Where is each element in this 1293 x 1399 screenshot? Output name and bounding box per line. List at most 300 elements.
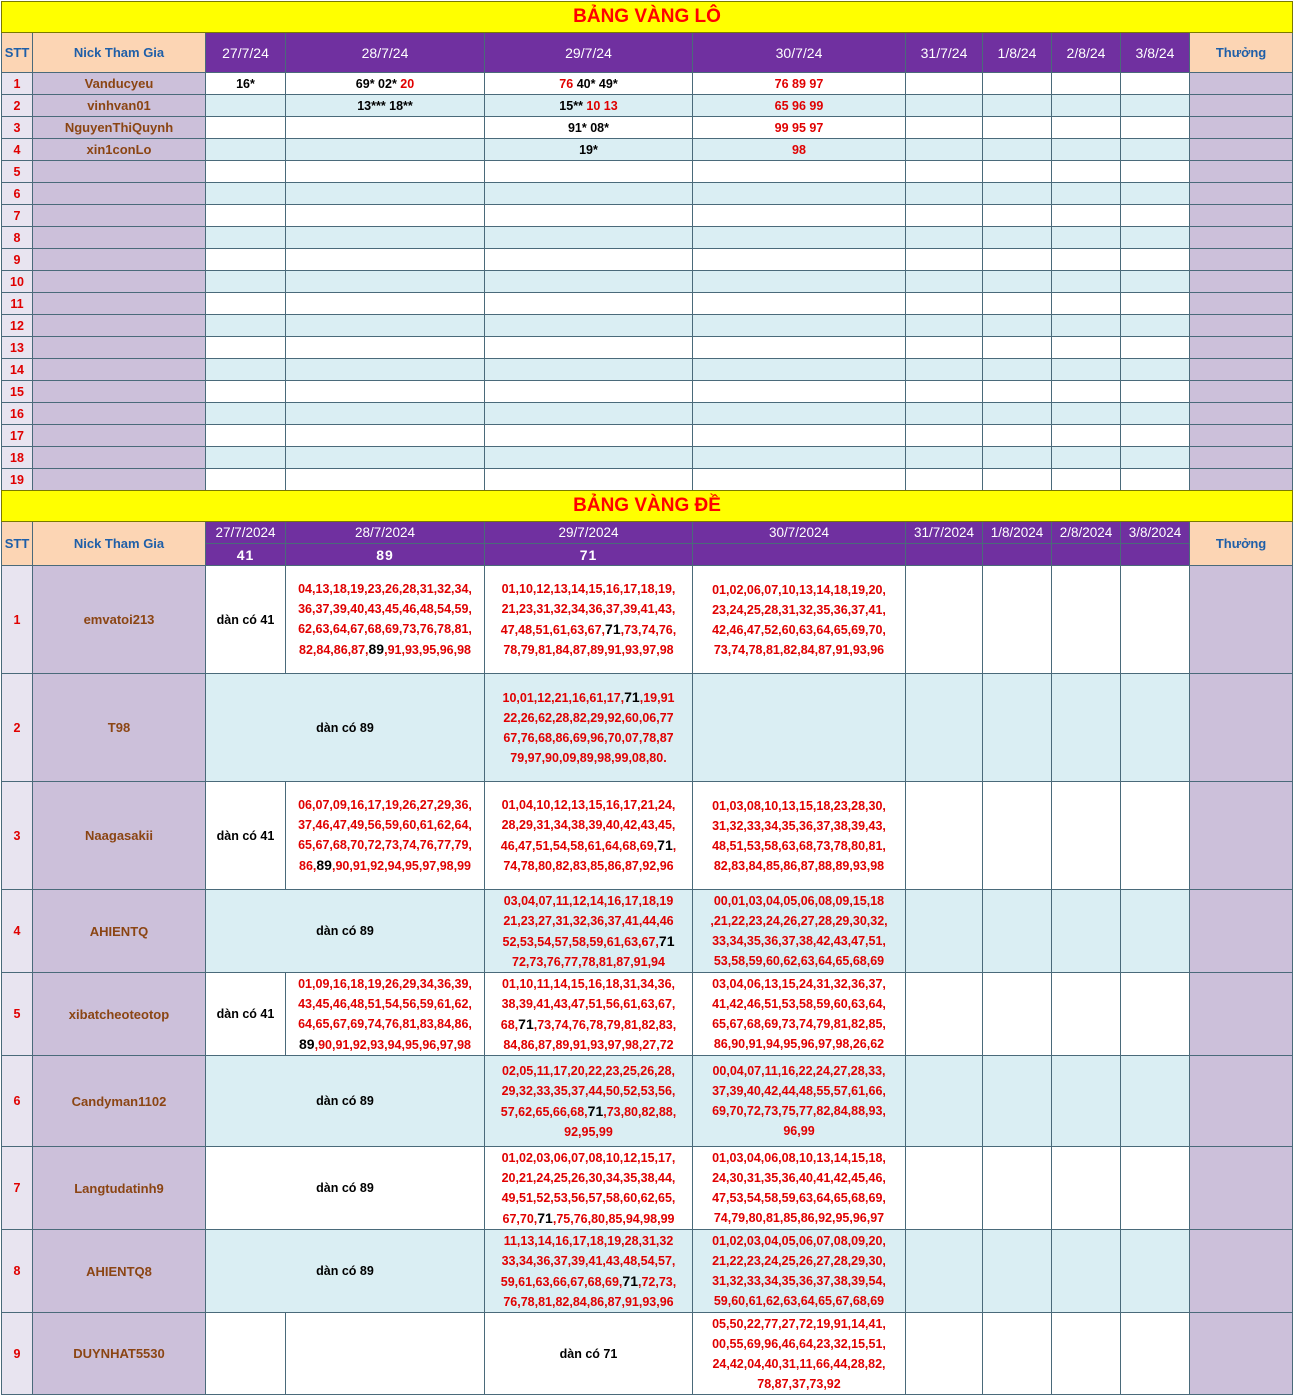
thuong-cell bbox=[1190, 95, 1293, 117]
cell-28-7 bbox=[286, 95, 485, 117]
de-numbers: 01,10,11,14,15,16,18,31,34,36, 38,39,41,43,47,51,56,61,63,67, 68, bbox=[500, 976, 676, 1032]
cell-27-7 bbox=[206, 183, 286, 205]
player-nick: T98 bbox=[33, 674, 206, 782]
row-number: 5 bbox=[2, 973, 33, 1056]
thuong-cell bbox=[1190, 1056, 1293, 1147]
de-hit-number: 71 bbox=[537, 1209, 553, 1226]
cell-empty bbox=[983, 315, 1052, 337]
player-nick: NguyenThiQuynh bbox=[33, 117, 206, 139]
cell-empty bbox=[1121, 271, 1190, 293]
de-hit-number: 89 bbox=[316, 857, 332, 873]
row-number: 5 bbox=[2, 161, 33, 183]
de-row bbox=[2, 1147, 1293, 1230]
cell-29-7 bbox=[485, 469, 693, 491]
lo-row bbox=[2, 403, 1293, 425]
de-numbers: ,91,93,95,96,98 bbox=[384, 643, 471, 657]
cell-29-7 bbox=[485, 95, 693, 117]
cell-empty bbox=[1121, 73, 1190, 95]
cell-27-7 bbox=[206, 469, 286, 491]
cell-empty bbox=[1052, 425, 1121, 447]
cell-empty bbox=[983, 674, 1052, 782]
cell-empty bbox=[1052, 73, 1121, 95]
cell-empty bbox=[906, 890, 983, 973]
player-nick bbox=[33, 271, 206, 293]
cell-empty bbox=[906, 381, 983, 403]
de-numbers: 00,01,03,04,05,06,08,09,15,18 ,21,22,23,24,26,27,28,29,30,32, 33,34,35,36,37,38,42,43,47,51, 53,58,59,60,62,63,64,65,68,69 bbox=[710, 894, 888, 968]
cell-27-28 bbox=[206, 1056, 485, 1147]
de-numbers: ,90,91,92,94,95,97,98,99 bbox=[331, 859, 471, 873]
cell-28-7 bbox=[286, 782, 485, 890]
row-number: 19 bbox=[2, 469, 33, 491]
cell-empty bbox=[983, 227, 1052, 249]
cell-27-7 bbox=[206, 293, 286, 315]
cell-29-7 bbox=[485, 205, 693, 227]
cell-empty bbox=[1052, 1230, 1121, 1313]
cell-30-7 bbox=[693, 271, 906, 293]
cell-empty bbox=[1052, 337, 1121, 359]
thuong-cell bbox=[1190, 139, 1293, 161]
cell-29-7 bbox=[485, 782, 693, 890]
cell-empty bbox=[906, 183, 983, 205]
cell-30-7 bbox=[693, 359, 906, 381]
row-number: 7 bbox=[2, 1147, 33, 1230]
thuong-cell bbox=[1190, 381, 1293, 403]
cell-28-7 bbox=[286, 469, 485, 491]
cell-empty bbox=[1121, 890, 1190, 973]
lo-row bbox=[2, 205, 1293, 227]
cell-28-7 bbox=[286, 227, 485, 249]
cell-empty bbox=[983, 337, 1052, 359]
cell-27-7 bbox=[206, 249, 286, 271]
cell-empty bbox=[1121, 227, 1190, 249]
player-nick: Candyman1102 bbox=[33, 1056, 206, 1147]
de-hit-number: 89 bbox=[368, 641, 385, 657]
de-header-date: 3/8/2024 bbox=[1121, 522, 1190, 544]
de-result: 41 bbox=[206, 544, 286, 566]
de-result bbox=[906, 544, 983, 566]
thuong-cell bbox=[1190, 249, 1293, 271]
de-numbers: 01,09,16,18,19,26,29,34,36,39, 43,45,46,48,51,54,56,59,61,62, 64,65,67,69,74,76,81,83,84,86, bbox=[298, 976, 472, 1031]
de-dan-note: dàn có 89 bbox=[316, 924, 374, 938]
thuong-cell bbox=[1190, 183, 1293, 205]
de-dan-note: dàn có 89 bbox=[316, 720, 374, 735]
lo-pick: 76 bbox=[559, 76, 574, 91]
thuong-cell bbox=[1190, 973, 1293, 1056]
player-nick: xibatcheoteotop bbox=[33, 973, 206, 1056]
lo-pick-hit: 98 bbox=[792, 142, 806, 157]
cell-29-7 bbox=[485, 447, 693, 469]
de-header-date: 2/8/2024 bbox=[1052, 522, 1121, 544]
cell-empty bbox=[983, 161, 1052, 183]
cell-empty bbox=[983, 205, 1052, 227]
cell-empty bbox=[983, 73, 1052, 95]
row-number: 6 bbox=[2, 183, 33, 205]
cell-empty bbox=[1052, 782, 1121, 890]
lo-pick: 40* 49* bbox=[576, 76, 618, 91]
lo-pick: 91* 08* bbox=[567, 120, 609, 135]
lo-row bbox=[2, 73, 1293, 95]
de-row bbox=[2, 890, 1293, 973]
lo-row bbox=[2, 117, 1293, 139]
lo-row bbox=[2, 139, 1293, 161]
thuong-cell bbox=[1190, 337, 1293, 359]
player-nick bbox=[33, 425, 206, 447]
lo-header-date: 1/8/24 bbox=[983, 33, 1052, 73]
cell-empty bbox=[1121, 359, 1190, 381]
row-number: 15 bbox=[2, 381, 33, 403]
de-numbers: 03,04,07,11,12,14,16,17,18,19 21,23,27,31,32,36,37,41,44,46 52,53,54,57,58,59,61,63,67, bbox=[502, 893, 674, 949]
cell-empty bbox=[1052, 315, 1121, 337]
lo-header-date: 31/7/24 bbox=[906, 33, 983, 73]
row-number: 2 bbox=[2, 674, 33, 782]
cell-30-7 bbox=[693, 674, 906, 782]
cell-empty bbox=[1121, 1147, 1190, 1230]
de-numbers: 10,01,12,21,16,61,17, bbox=[502, 691, 625, 705]
row-number: 1 bbox=[2, 73, 33, 95]
cell-empty bbox=[1052, 1056, 1121, 1147]
cell-empty bbox=[1121, 674, 1190, 782]
cell-empty bbox=[983, 117, 1052, 139]
thuong-cell bbox=[1190, 566, 1293, 674]
cell-27-7 bbox=[206, 782, 286, 890]
lo-header-date: 29/7/24 bbox=[485, 33, 693, 73]
cell-29-7 bbox=[485, 1056, 693, 1147]
cell-empty bbox=[1121, 249, 1190, 271]
cell-empty bbox=[983, 1056, 1052, 1147]
cell-28-7 bbox=[286, 566, 485, 674]
cell-empty bbox=[983, 293, 1052, 315]
player-nick bbox=[33, 359, 206, 381]
cell-27-28 bbox=[206, 890, 485, 973]
cell-28-7 bbox=[286, 271, 485, 293]
lo-header-thuong: Thưởng bbox=[1190, 33, 1293, 73]
de-numbers: 01,04,10,12,13,15,16,17,21,24, 28,29,31,34,38,39,40,42,43,45, 46,47,51,54,58,61,64,68,69, bbox=[500, 798, 676, 853]
thuong-cell bbox=[1190, 403, 1293, 425]
cell-30-7 bbox=[693, 381, 906, 403]
cell-empty bbox=[1052, 117, 1121, 139]
de-header-nick: Nick Tham Gia bbox=[33, 522, 206, 566]
de-dan-note: dàn có 71 bbox=[559, 1346, 618, 1361]
de-numbers: 01,03,08,10,13,15,18,23,28,30, 31,32,33,34,35,36,37,38,39,43, 48,51,53,58,63,68,73,78,80,81, 82,83,84,85,86,87,88,89,93,98 bbox=[712, 798, 886, 873]
cell-28-7 bbox=[286, 1313, 485, 1395]
de-hit-number: 71 bbox=[622, 1272, 638, 1289]
cell-empty bbox=[1052, 674, 1121, 782]
player-nick: AHIENTQ bbox=[33, 890, 206, 973]
cell-29-7 bbox=[485, 890, 693, 973]
cell-29-7 bbox=[485, 161, 693, 183]
de-hit-number: 71 bbox=[518, 1015, 534, 1032]
cell-empty bbox=[1052, 227, 1121, 249]
thuong-cell bbox=[1190, 674, 1293, 782]
de-row bbox=[2, 566, 1293, 674]
cell-empty bbox=[983, 1147, 1052, 1230]
cell-empty bbox=[1052, 973, 1121, 1056]
cell-30-7 bbox=[693, 183, 906, 205]
cell-empty bbox=[906, 139, 983, 161]
de-row bbox=[2, 1230, 1293, 1313]
de-title: BẢNG VÀNG ĐỀ bbox=[2, 491, 1293, 522]
cell-empty bbox=[1052, 161, 1121, 183]
de-header-date: 31/7/2024 bbox=[906, 522, 983, 544]
de-table bbox=[1, 490, 1293, 1395]
de-result: 89 bbox=[286, 544, 485, 566]
lo-pick-hit: 65 96 99 bbox=[774, 98, 824, 113]
row-number: 12 bbox=[2, 315, 33, 337]
cell-29-7 bbox=[485, 1313, 693, 1395]
thuong-cell bbox=[1190, 227, 1293, 249]
player-nick bbox=[33, 447, 206, 469]
cell-empty bbox=[1121, 117, 1190, 139]
lo-row bbox=[2, 293, 1293, 315]
de-numbers: 01,02,03,04,05,06,07,08,09,20, 21,22,23,24,25,26,27,28,29,30, 31,32,33,34,35,36,37,38,39,54, 59,60,61,62,63,64,65,67,68,69 bbox=[712, 1234, 886, 1308]
cell-27-7 bbox=[206, 73, 286, 95]
de-row bbox=[2, 674, 1293, 782]
cell-empty bbox=[1052, 1147, 1121, 1230]
cell-empty bbox=[906, 359, 983, 381]
cell-empty bbox=[906, 95, 983, 117]
cell-30-7 bbox=[693, 95, 906, 117]
row-number: 4 bbox=[2, 890, 33, 973]
thuong-cell bbox=[1190, 117, 1293, 139]
cell-empty bbox=[1121, 447, 1190, 469]
cell-27-7 bbox=[206, 381, 286, 403]
cell-29-7 bbox=[485, 73, 693, 95]
cell-empty bbox=[983, 973, 1052, 1056]
de-numbers: ,19,91 22,26,62,28,82,29,92,60,06,77 67,76,68,86,69,96,70,07,78,87 79,97,90,09,89,98,99,08,80. bbox=[503, 691, 675, 765]
cell-28-7 bbox=[286, 425, 485, 447]
cell-29-7 bbox=[485, 293, 693, 315]
cell-27-28 bbox=[206, 1230, 485, 1313]
cell-empty bbox=[1121, 1313, 1190, 1395]
lo-row bbox=[2, 95, 1293, 117]
cell-empty bbox=[1052, 249, 1121, 271]
de-header-thuong: Thưởng bbox=[1190, 522, 1293, 566]
de-numbers: 11,13,14,16,17,18,19,28,31,32 33,34,36,37,39,41,43,48,54,57, 59,61,63,66,67,68,69, bbox=[500, 1233, 676, 1289]
cell-28-7 bbox=[286, 183, 485, 205]
cell-empty bbox=[983, 447, 1052, 469]
cell-30-7 bbox=[693, 1230, 906, 1313]
lo-table bbox=[1, 1, 1293, 491]
cell-empty bbox=[983, 359, 1052, 381]
cell-29-7 bbox=[485, 1230, 693, 1313]
thuong-cell bbox=[1190, 447, 1293, 469]
cell-27-7 bbox=[206, 117, 286, 139]
cell-30-7 bbox=[693, 403, 906, 425]
cell-empty bbox=[983, 139, 1052, 161]
cell-empty bbox=[1052, 403, 1121, 425]
de-numbers: 05,50,22,77,27,72,19,91,14,41, 00,55,69,96,46,64,23,32,15,51, 24,42,04,40,31,11,66,44,28,82, 78,87,37,73,92 bbox=[712, 1316, 886, 1391]
player-nick bbox=[33, 183, 206, 205]
cell-empty bbox=[906, 293, 983, 315]
de-numbers: ,73,74,76,78,79,81,82,83, 84,86,87,89,91,93,97,98,27,72 bbox=[503, 1017, 677, 1052]
cell-empty bbox=[906, 447, 983, 469]
cell-empty bbox=[983, 1313, 1052, 1395]
row-number: 9 bbox=[2, 1313, 33, 1395]
cell-30-7 bbox=[693, 117, 906, 139]
cell-30-7 bbox=[693, 73, 906, 95]
cell-empty bbox=[983, 1230, 1052, 1313]
cell-empty bbox=[1052, 183, 1121, 205]
de-numbers: ,75,76,80,85,94,98,99 bbox=[552, 1211, 675, 1226]
de-dan-note: dàn có 41 bbox=[216, 828, 275, 843]
de-result bbox=[1052, 544, 1121, 566]
cell-empty bbox=[983, 381, 1052, 403]
cell-27-7 bbox=[206, 566, 286, 674]
cell-29-7 bbox=[485, 1147, 693, 1230]
de-hit-number: 71 bbox=[657, 837, 673, 853]
cell-30-7 bbox=[693, 447, 906, 469]
thuong-cell bbox=[1190, 782, 1293, 890]
row-number: 14 bbox=[2, 359, 33, 381]
player-nick bbox=[33, 249, 206, 271]
de-dan-note: dàn có 89 bbox=[316, 1181, 374, 1195]
de-dan-note: dàn có 41 bbox=[216, 1007, 275, 1021]
cell-empty bbox=[1052, 381, 1121, 403]
cell-28-7 bbox=[286, 315, 485, 337]
cell-empty bbox=[983, 403, 1052, 425]
cell-empty bbox=[1121, 469, 1190, 491]
cell-empty bbox=[1052, 95, 1121, 117]
lo-pick: 10 13 bbox=[586, 98, 618, 113]
row-number: 9 bbox=[2, 249, 33, 271]
cell-30-7 bbox=[693, 337, 906, 359]
cell-empty bbox=[906, 337, 983, 359]
cell-empty bbox=[1121, 566, 1190, 674]
cell-empty bbox=[1121, 95, 1190, 117]
de-row bbox=[2, 782, 1293, 890]
cell-29-7 bbox=[485, 566, 693, 674]
cell-empty bbox=[906, 403, 983, 425]
cell-27-7 bbox=[206, 447, 286, 469]
row-number: 6 bbox=[2, 1056, 33, 1147]
thuong-cell bbox=[1190, 161, 1293, 183]
cell-27-7 bbox=[206, 359, 286, 381]
thuong-cell bbox=[1190, 1313, 1293, 1395]
cell-empty bbox=[1121, 425, 1190, 447]
cell-27-7 bbox=[206, 139, 286, 161]
cell-29-7 bbox=[485, 271, 693, 293]
cell-29-7 bbox=[485, 674, 693, 782]
cell-27-7 bbox=[206, 161, 286, 183]
cell-empty bbox=[906, 973, 983, 1056]
cell-30-7 bbox=[693, 227, 906, 249]
cell-29-7 bbox=[485, 227, 693, 249]
de-result bbox=[1121, 544, 1190, 566]
player-nick bbox=[33, 337, 206, 359]
cell-empty bbox=[983, 183, 1052, 205]
thuong-cell bbox=[1190, 73, 1293, 95]
player-nick: Naagasakii bbox=[33, 782, 206, 890]
thuong-cell bbox=[1190, 469, 1293, 491]
de-numbers: 01,03,04,06,08,10,13,14,15,18, 24,30,31,35,36,40,41,42,45,46, 47,53,54,58,59,63,64,65,68,69, 74,79,80,81,85,86,92,95,96,97 bbox=[712, 1151, 886, 1225]
de-row bbox=[2, 1056, 1293, 1147]
de-numbers: ,73,80,82,88, 92,95,99 bbox=[564, 1104, 677, 1139]
cell-empty bbox=[1121, 139, 1190, 161]
cell-30-7 bbox=[693, 293, 906, 315]
thuong-cell bbox=[1190, 425, 1293, 447]
player-nick bbox=[33, 469, 206, 491]
row-number: 8 bbox=[2, 227, 33, 249]
lo-row bbox=[2, 315, 1293, 337]
cell-empty bbox=[983, 249, 1052, 271]
cell-empty bbox=[983, 890, 1052, 973]
cell-28-7 bbox=[286, 381, 485, 403]
de-numbers: ,72,73, 76,78,81,82,84,86,87,91,93,96 bbox=[503, 1274, 677, 1309]
de-numbers: 03,04,06,13,15,24,31,32,36,37, 41,42,46,51,53,58,59,60,63,64, 65,67,68,69,73,74,79,81,82,85, 86,90,91,94,95,96,97,98,26,62 bbox=[712, 977, 886, 1051]
row-number: 3 bbox=[2, 117, 33, 139]
cell-27-7 bbox=[206, 271, 286, 293]
row-number: 4 bbox=[2, 139, 33, 161]
lo-header-stt: STT bbox=[2, 33, 33, 73]
cell-empty bbox=[1121, 293, 1190, 315]
lo-row bbox=[2, 337, 1293, 359]
cell-empty bbox=[1121, 403, 1190, 425]
player-nick bbox=[33, 161, 206, 183]
cell-27-28 bbox=[206, 674, 485, 782]
thuong-cell bbox=[1190, 359, 1293, 381]
cell-30-7 bbox=[693, 139, 906, 161]
de-numbers: 02,05,11,17,20,22,23,25,26,28, 29,32,33,35,37,44,50,52,53,56, 57,62,65,66,68, bbox=[500, 1063, 676, 1119]
row-number: 8 bbox=[2, 1230, 33, 1313]
cell-empty bbox=[983, 782, 1052, 890]
de-numbers: , 74,78,80,82,83,85,86,87,92,96 bbox=[503, 839, 677, 873]
cell-empty bbox=[1121, 1056, 1190, 1147]
cell-28-7 bbox=[286, 117, 485, 139]
lo-header-date: 27/7/24 bbox=[206, 33, 286, 73]
cell-empty bbox=[983, 425, 1052, 447]
de-header-date: 1/8/2024 bbox=[983, 522, 1052, 544]
thuong-cell bbox=[1190, 293, 1293, 315]
cell-empty bbox=[906, 674, 983, 782]
lo-row bbox=[2, 271, 1293, 293]
row-number: 18 bbox=[2, 447, 33, 469]
player-nick: vinhvan01 bbox=[33, 95, 206, 117]
row-number: 11 bbox=[2, 293, 33, 315]
thuong-cell bbox=[1190, 271, 1293, 293]
cell-30-7 bbox=[693, 249, 906, 271]
cell-empty bbox=[1052, 469, 1121, 491]
cell-empty bbox=[1121, 315, 1190, 337]
cell-29-7 bbox=[485, 381, 693, 403]
player-nick: DUYNHAT5530 bbox=[33, 1313, 206, 1395]
row-number: 1 bbox=[2, 566, 33, 674]
thuong-cell bbox=[1190, 1230, 1293, 1313]
player-nick bbox=[33, 227, 206, 249]
cell-27-7 bbox=[206, 403, 286, 425]
de-result: 71 bbox=[485, 544, 693, 566]
lo-row bbox=[2, 425, 1293, 447]
row-number: 3 bbox=[2, 782, 33, 890]
cell-30-7 bbox=[693, 205, 906, 227]
de-row bbox=[2, 973, 1293, 1056]
lo-pick: 13*** 18** bbox=[357, 98, 413, 113]
cell-29-7 bbox=[485, 139, 693, 161]
cell-30-7 bbox=[693, 469, 906, 491]
cell-empty bbox=[1121, 183, 1190, 205]
lo-row bbox=[2, 469, 1293, 491]
lo-row bbox=[2, 183, 1293, 205]
lo-header-date: 2/8/24 bbox=[1052, 33, 1121, 73]
cell-30-7 bbox=[693, 1313, 906, 1395]
cell-empty bbox=[983, 95, 1052, 117]
cell-27-7 bbox=[206, 315, 286, 337]
cell-28-7 bbox=[286, 205, 485, 227]
de-numbers: 01,02,03,06,07,08,10,12,15,17, 20,21,24,25,26,30,34,35,38,44, 49,51,52,53,56,57,58,60,62,65, 67,70, bbox=[501, 1150, 676, 1226]
de-header-date: 29/7/2024 bbox=[485, 522, 693, 544]
cell-29-7 bbox=[485, 973, 693, 1056]
cell-29-7 bbox=[485, 183, 693, 205]
cell-empty bbox=[906, 1147, 983, 1230]
